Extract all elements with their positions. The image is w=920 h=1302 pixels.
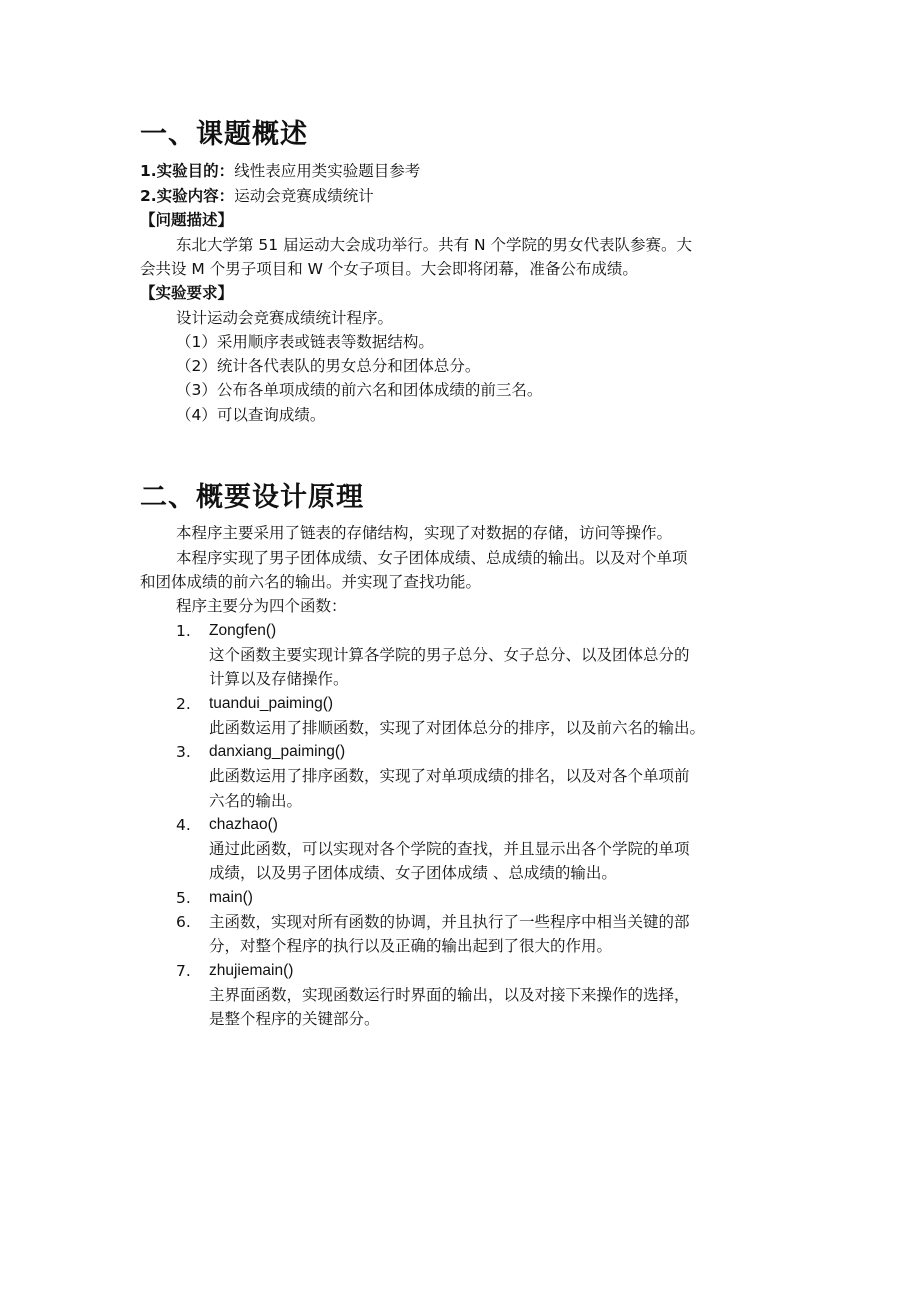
design-paragraph-2-line-2: 和团体成绩的前六名的输出。并实现了查找功能。	[140, 573, 482, 591]
content-text: 运动会竞赛成绩统计	[234, 187, 374, 205]
function-name: chazhao()	[209, 816, 278, 833]
function-description: 计算以及存储操作。	[209, 670, 349, 688]
requirements-heading: 【实验要求】	[140, 284, 234, 302]
purpose-text: 线性表应用类实验题目参考	[234, 162, 421, 180]
function-description: 通过此函数，可以实现对各个学院的查找，并且显示出各个学院的单项	[209, 840, 690, 858]
function-description: 六名的输出。	[209, 792, 303, 810]
section1-title: 一、课题概述	[140, 119, 308, 150]
purpose-line	[140, 160, 420, 182]
function-description: 此函数运用了排序函数，实现了对单项成绩的排名，以及对各个单项前	[209, 767, 690, 785]
requirement-item: （3）公布各单项成绩的前六名和团体成绩的前三名。	[176, 381, 543, 399]
requirement-item: （4）可以查询成绩。	[176, 406, 326, 424]
purpose-label: 1.实验目的：	[140, 162, 235, 180]
design-paragraph-2-line-1: 本程序实现了男子团体成绩、女子团体成绩、总成绩的输出。以及对个单项	[176, 549, 688, 567]
problem-line-1: 东北大学第 51 届运动大会成功举行。共有 N 个学院的男女代表队参赛。大	[176, 236, 693, 254]
function-name: tuandui_paiming()	[209, 695, 334, 712]
function-number: 6.	[176, 913, 191, 931]
function-description: 主界面函数，实现函数运行时界面的输出，以及对接下来操作的选择，	[209, 986, 690, 1004]
function-name: danxiang_paiming()	[209, 743, 346, 760]
function-name: 主函数，实现对所有函数的协调，并且执行了一些程序中相当关键的部	[209, 913, 690, 931]
requirements-intro: 设计运动会竞赛成绩统计程序。	[176, 309, 394, 327]
content-line	[140, 185, 374, 207]
function-name: main()	[209, 889, 253, 906]
requirement-item: （1）采用顺序表或链表等数据结构。	[176, 333, 434, 351]
function-number: 7.	[176, 962, 191, 980]
content-label: 2.实验内容：	[140, 187, 235, 205]
function-description: 这个函数主要实现计算各学院的男子总分、女子总分、以及团体总分的	[209, 646, 690, 664]
design-paragraph-1: 本程序主要采用了链表的存储结构，实现了对数据的存储，访问等操作。	[176, 524, 673, 542]
function-name: zhujiemain()	[209, 962, 294, 979]
requirement-item: （2）统计各代表队的男女总分和团体总分。	[176, 357, 481, 375]
design-paragraph-3: 程序主要分为四个函数：	[176, 597, 347, 615]
problem-heading: 【问题描述】	[140, 211, 234, 229]
section2-title: 二、概要设计原理	[140, 482, 364, 513]
problem-line-2: 会共设 M 个男子项目和 W 个女子项目。大会即将闭幕，准备公布成绩。	[140, 260, 638, 278]
function-number: 4.	[176, 816, 191, 834]
function-description: 此函数运用了排顺函数，实现了对团体总分的排序，以及前六名的输出。	[209, 719, 706, 737]
function-description: 是整个程序的关键部分。	[209, 1010, 380, 1028]
function-description: 成绩，以及男子团体成绩、女子团体成绩 、总成绩的输出。	[209, 864, 617, 882]
function-number: 5.	[176, 889, 191, 907]
function-number: 1.	[176, 622, 191, 640]
function-number: 3.	[176, 743, 191, 761]
function-name: Zongfen()	[209, 622, 277, 639]
function-description: 分，对整个程序的执行以及正确的输出起到了很大的作用。	[209, 937, 613, 955]
function-number: 2.	[176, 695, 191, 713]
